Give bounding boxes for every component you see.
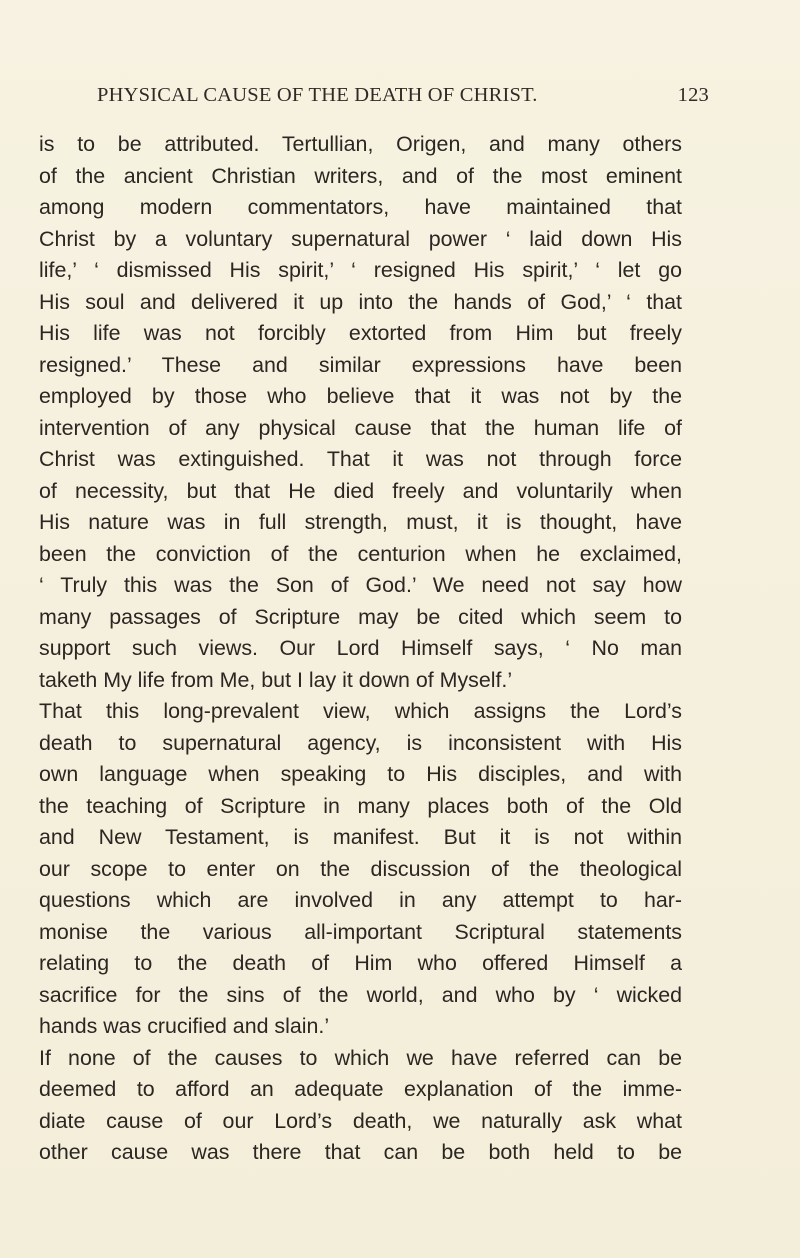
text-line: If none of the causes to which we have referred can be (39, 1045, 682, 1070)
text-line: our scope to enter on the discussion of the theological (39, 856, 682, 881)
text-line: among modern commentators, have maintained that (39, 195, 682, 219)
page-number: 123 (677, 84, 709, 106)
text-line: many passages of Scripture may be cited which seem to (39, 604, 682, 629)
text-line: His soul and delivered it up into the hands of God,’ ‘ that (39, 289, 682, 314)
text-line: death to supernatural agency, is inconsistent with His (39, 730, 682, 755)
text-line: other cause was there that can be both held to be (39, 1140, 682, 1164)
text-line: questions which are involved in any attempt to har- (39, 888, 682, 912)
text-line: and New Testament, is manifest. But it is not within (39, 825, 682, 849)
running-title: PHYSICAL CAUSE OF THE DEATH OF CHRIST. (97, 84, 538, 106)
text-line: employed by those who believe that it was not by the (39, 384, 682, 408)
text-line: Christ by a voluntary supernatural power ‘ laid down His (39, 226, 682, 251)
text-line: Christ was extinguished. That it was not through force (39, 447, 682, 471)
text-line: own language when speaking to His disciples, and with (39, 762, 682, 786)
text-line: deemed to afford an adequate explanation of the imme- (39, 1077, 682, 1101)
text-line: of necessity, but that He died freely and voluntarily when (39, 478, 682, 503)
text-line: is to be attributed. Tertullian, Origen, and many others (39, 132, 682, 156)
text-line: life,’ ‘ dismissed His spirit,’ ‘ resigned His spirit,’ ‘ let go (39, 258, 682, 282)
text-line: resigned.’ These and similar expressions have been (39, 352, 682, 377)
text-line: of the ancient Christian writers, and of the most eminent (39, 163, 682, 188)
text-line: relating to the death of Him who offered Himself a (39, 951, 682, 975)
text-line: the teaching of Scripture in many places both of the Old (39, 793, 682, 818)
text-line: taketh My life from Me, but I lay it down of Myself.’ (39, 667, 513, 692)
text-line: monise the various all-important Scriptural statements (39, 919, 682, 944)
text-line: His nature was in full strength, must, it is thought, have (39, 510, 682, 534)
text-line: That this long-prevalent view, which assigns the Lord’s (39, 699, 682, 723)
text-line: His life was not forcibly extorted from Him but freely (39, 321, 682, 345)
text-line: been the conviction of the centurion when he exclaimed, (39, 541, 682, 566)
text-line: ‘ Truly this was the Son of God.’ We need not say how (39, 573, 682, 597)
text-line: support such views. Our Lord Himself says, ‘ No man (39, 636, 682, 660)
running-head (97, 84, 709, 118)
text-line: diate cause of our Lord’s death, we naturally ask what (39, 1108, 682, 1133)
body-text (39, 129, 682, 1169)
text-line: sacrifice for the sins of the world, and who by ‘ wicked (39, 982, 682, 1007)
text-line: hands was crucified and slain.’ (39, 1014, 330, 1038)
text-line: intervention of any physical cause that the human life of (39, 415, 682, 440)
